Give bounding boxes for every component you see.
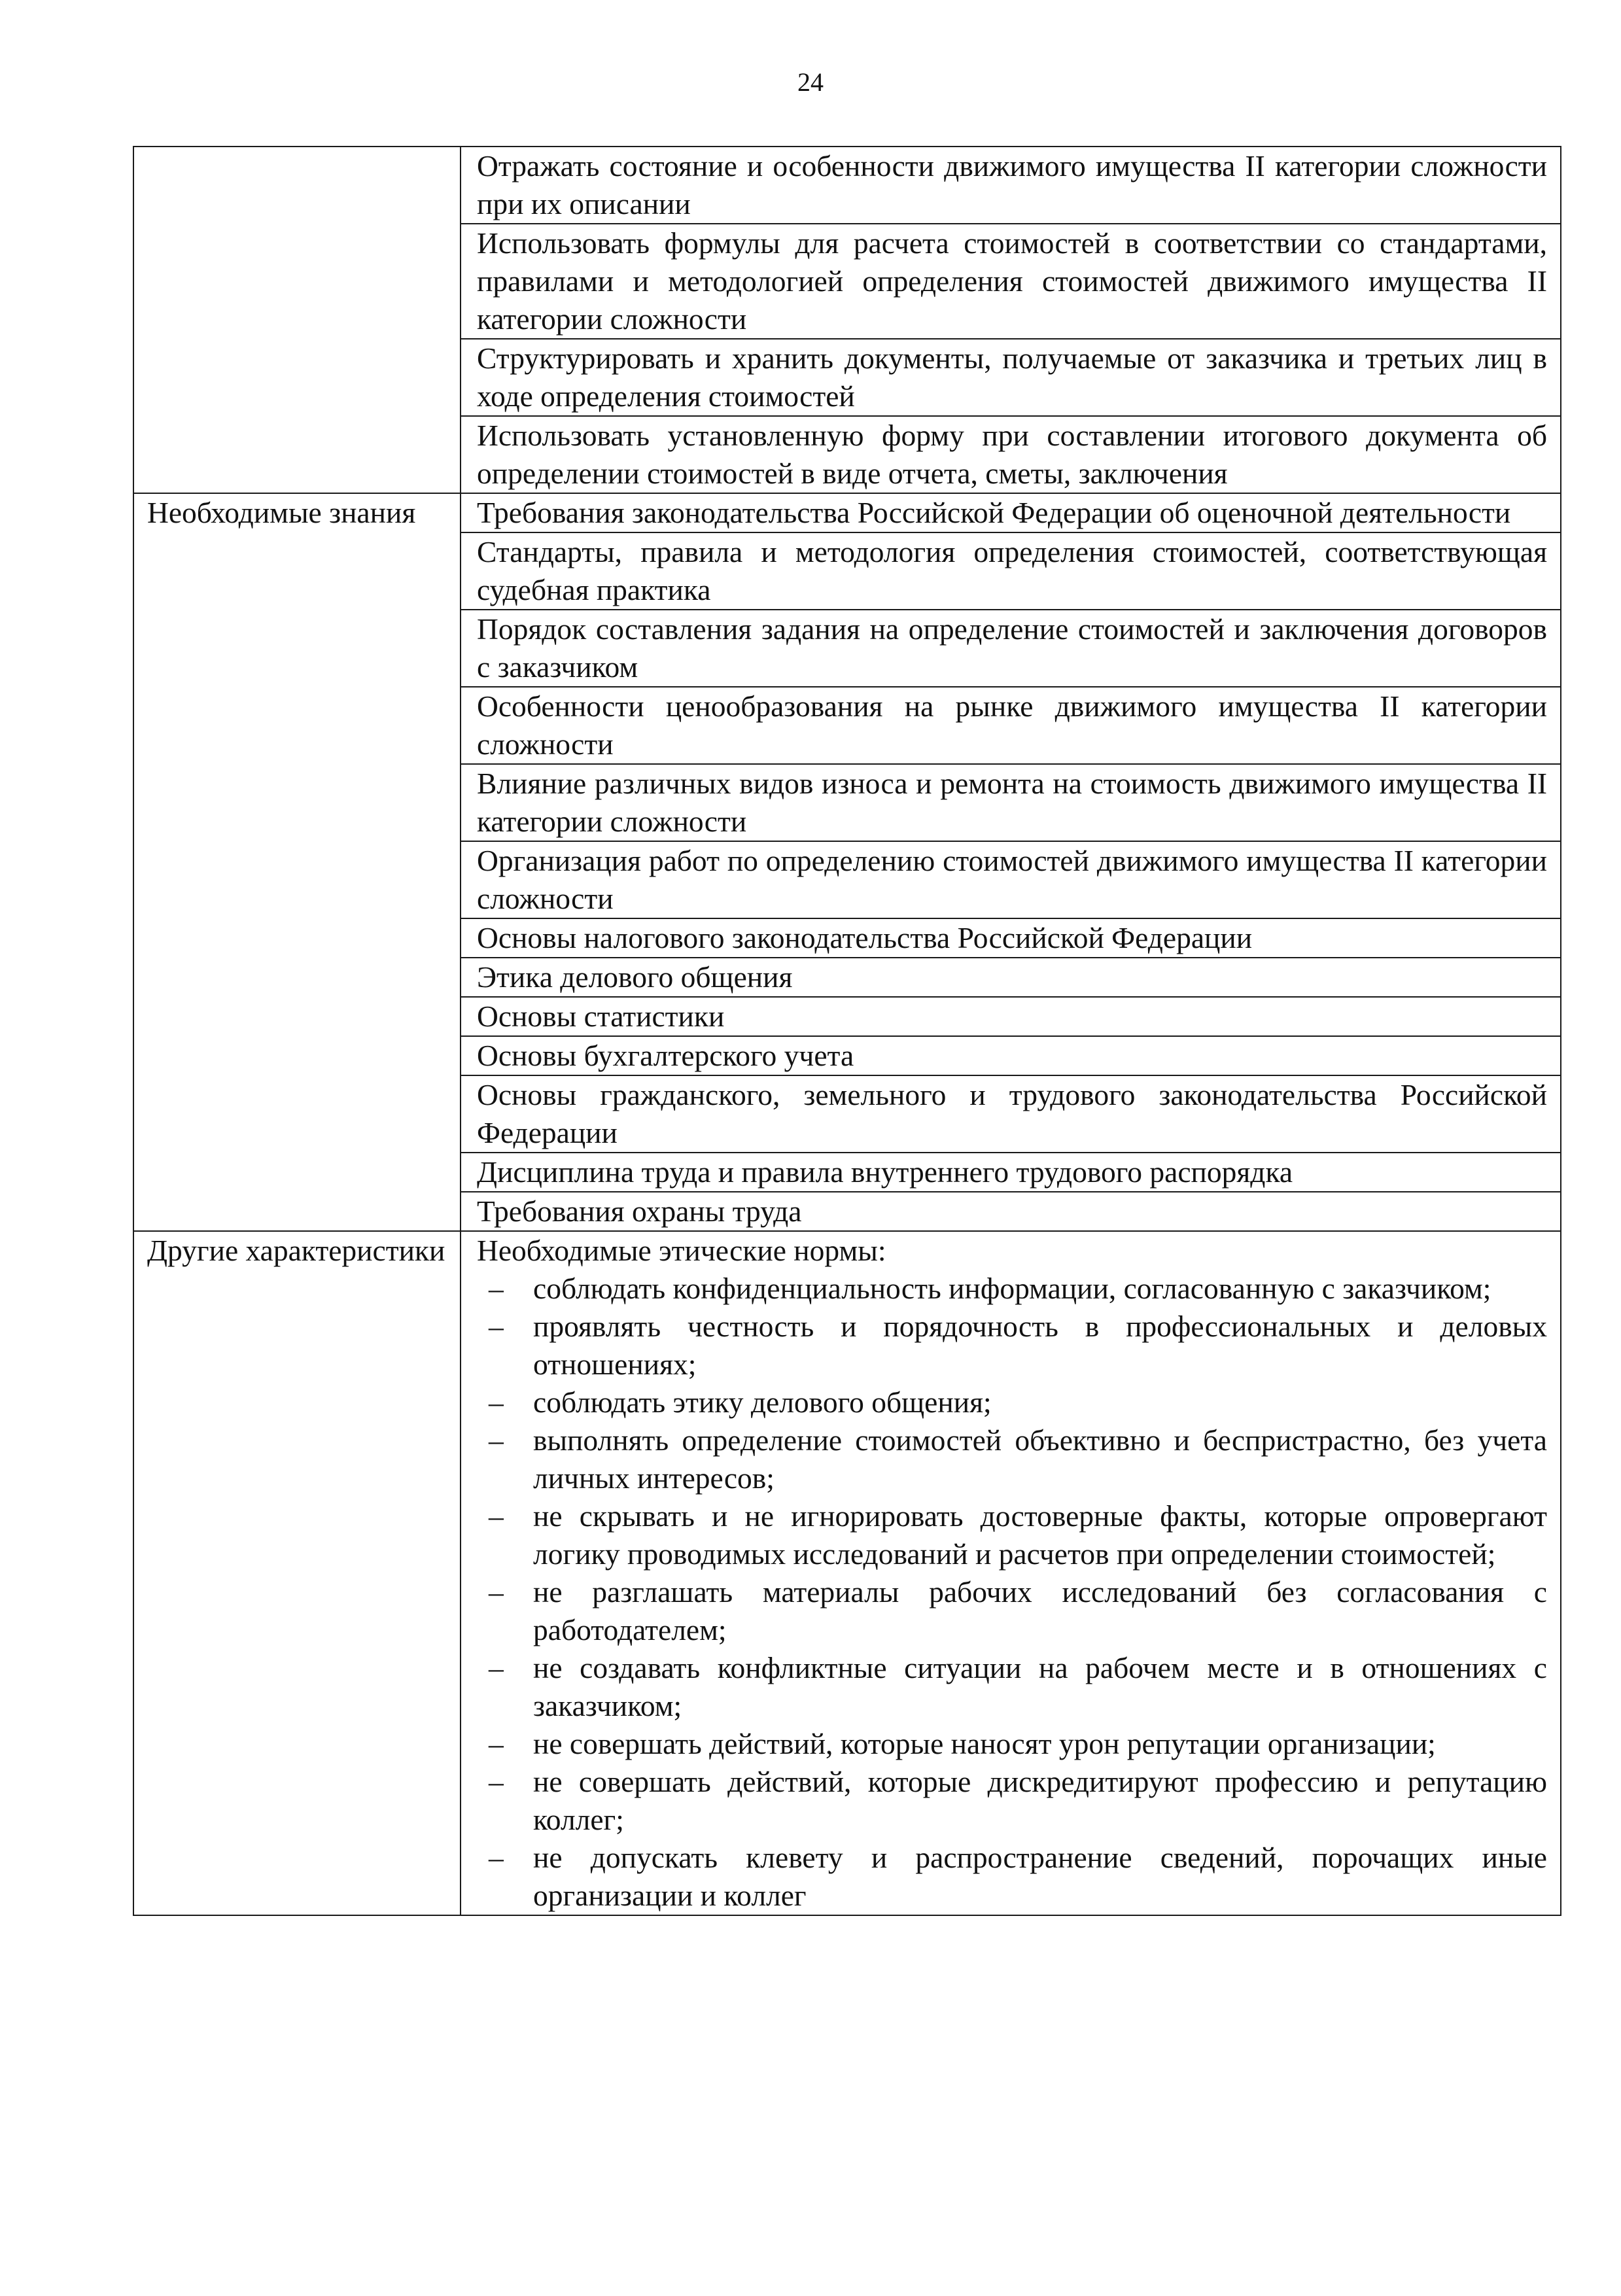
dash-marker: – bbox=[489, 1651, 504, 1684]
ethics-item-text: не скрывать и не игнорировать достоверные факты, которые опровергают логику проводимых исследований и расчетов при определении стоимостей; bbox=[533, 1499, 1547, 1571]
skill-item: Отражать состояние и особенности движимого имущества II категории сложности при их описании bbox=[461, 147, 1561, 224]
ethics-item-text: соблюдать конфиденциальность информации, согласованную с заказчиком; bbox=[533, 1272, 1491, 1305]
list-item bbox=[477, 1649, 1547, 1725]
table-row bbox=[133, 147, 1561, 224]
dash-marker: – bbox=[489, 1841, 504, 1874]
knowledge-item: Влияние различных видов износа и ремонта на стоимость движимого имущества II категории сложности bbox=[461, 764, 1561, 841]
knowledge-item: Основы гражданского, земельного и трудового законодательства Российской Федерации bbox=[461, 1075, 1561, 1153]
knowledge-item: Основы бухгалтерского учета bbox=[461, 1036, 1561, 1075]
knowledge-item: Стандарты, правила и методология определения стоимостей, соответствующая судебная практика bbox=[461, 532, 1561, 610]
dash-marker: – bbox=[489, 1423, 504, 1457]
dash-marker: – bbox=[489, 1272, 504, 1305]
list-item bbox=[477, 1421, 1547, 1497]
ethics-item-text: не совершать действий, которые дискредитируют профессию и репутацию коллег; bbox=[533, 1765, 1547, 1836]
list-item bbox=[477, 1270, 1547, 1308]
dash-marker: – bbox=[489, 1499, 504, 1533]
knowledge-item: Порядок составления задания на определение стоимостей и заключения договоров с заказчиком bbox=[461, 610, 1561, 687]
skill-item: Использовать установленную форму при составлении итогового документа об определении стоимостей в виде отчета, сметы, заключения bbox=[461, 416, 1561, 493]
skill-item: Использовать формулы для расчета стоимостей в соответствии со стандартами, правилами и методологией определения стоимостей движимого имущества II категории сложности bbox=[461, 224, 1561, 339]
dash-marker: – bbox=[489, 1575, 504, 1609]
ethics-item-text: соблюдать этику делового общения; bbox=[533, 1385, 992, 1419]
list-item bbox=[477, 1497, 1547, 1573]
list-item bbox=[477, 1573, 1547, 1649]
knowledge-item: Особенности ценообразования на рынке движимого имущества II категории сложности bbox=[461, 687, 1561, 764]
list-item bbox=[477, 1308, 1547, 1383]
knowledge-item: Требования охраны труда bbox=[461, 1192, 1561, 1231]
list-item bbox=[477, 1839, 1547, 1915]
list-item bbox=[477, 1725, 1547, 1763]
other-characteristics-cell bbox=[461, 1231, 1561, 1915]
dash-marker: – bbox=[489, 1765, 504, 1798]
list-item bbox=[477, 1763, 1547, 1839]
table-row bbox=[133, 493, 1561, 532]
page-number: 24 bbox=[797, 67, 824, 97]
knowledge-label: Необходимые знания bbox=[133, 493, 461, 1231]
ethics-item-text: выполнять определение стоимостей объективно и беспристрастно, без учета личных интересов; bbox=[533, 1423, 1547, 1495]
qualification-table bbox=[133, 146, 1561, 1916]
other-label: Другие характеристики bbox=[133, 1231, 461, 1915]
list-item bbox=[477, 1383, 1547, 1421]
ethics-item-text: не совершать действий, которые наносят урон репутации организации; bbox=[533, 1727, 1436, 1760]
skill-item: Структурировать и хранить документы, получаемые от заказчика и третьих лиц в ходе определения стоимостей bbox=[461, 339, 1561, 416]
dash-marker: – bbox=[489, 1310, 504, 1343]
table-row bbox=[133, 1231, 1561, 1915]
knowledge-item: Основы налогового законодательства Российской Федерации bbox=[461, 918, 1561, 958]
skills-label-cell bbox=[133, 147, 461, 493]
ethics-list bbox=[477, 1270, 1547, 1915]
dash-marker: – bbox=[489, 1727, 504, 1760]
ethics-item-text: не допускать клевету и распространение сведений, порочащих иные организации и коллег bbox=[533, 1841, 1547, 1912]
ethics-intro: Необходимые этические нормы: bbox=[477, 1234, 886, 1267]
knowledge-item: Требования законодательства Российской Федерации об оценочной деятельности bbox=[461, 493, 1561, 532]
knowledge-item: Дисциплина труда и правила внутреннего трудового распорядка bbox=[461, 1153, 1561, 1192]
ethics-item-text: проявлять честность и порядочность в профессиональных и деловых отношениях; bbox=[533, 1310, 1547, 1381]
knowledge-item: Этика делового общения bbox=[461, 958, 1561, 997]
knowledge-item: Организация работ по определению стоимостей движимого имущества II категории сложности bbox=[461, 841, 1561, 918]
ethics-item-text: не создавать конфликтные ситуации на рабочем месте и в отношениях с заказчиком; bbox=[533, 1651, 1547, 1722]
ethics-item-text: не разглашать материалы рабочих исследований без согласования с работодателем; bbox=[533, 1575, 1547, 1646]
dash-marker: – bbox=[489, 1385, 504, 1419]
knowledge-item: Основы статистики bbox=[461, 997, 1561, 1036]
